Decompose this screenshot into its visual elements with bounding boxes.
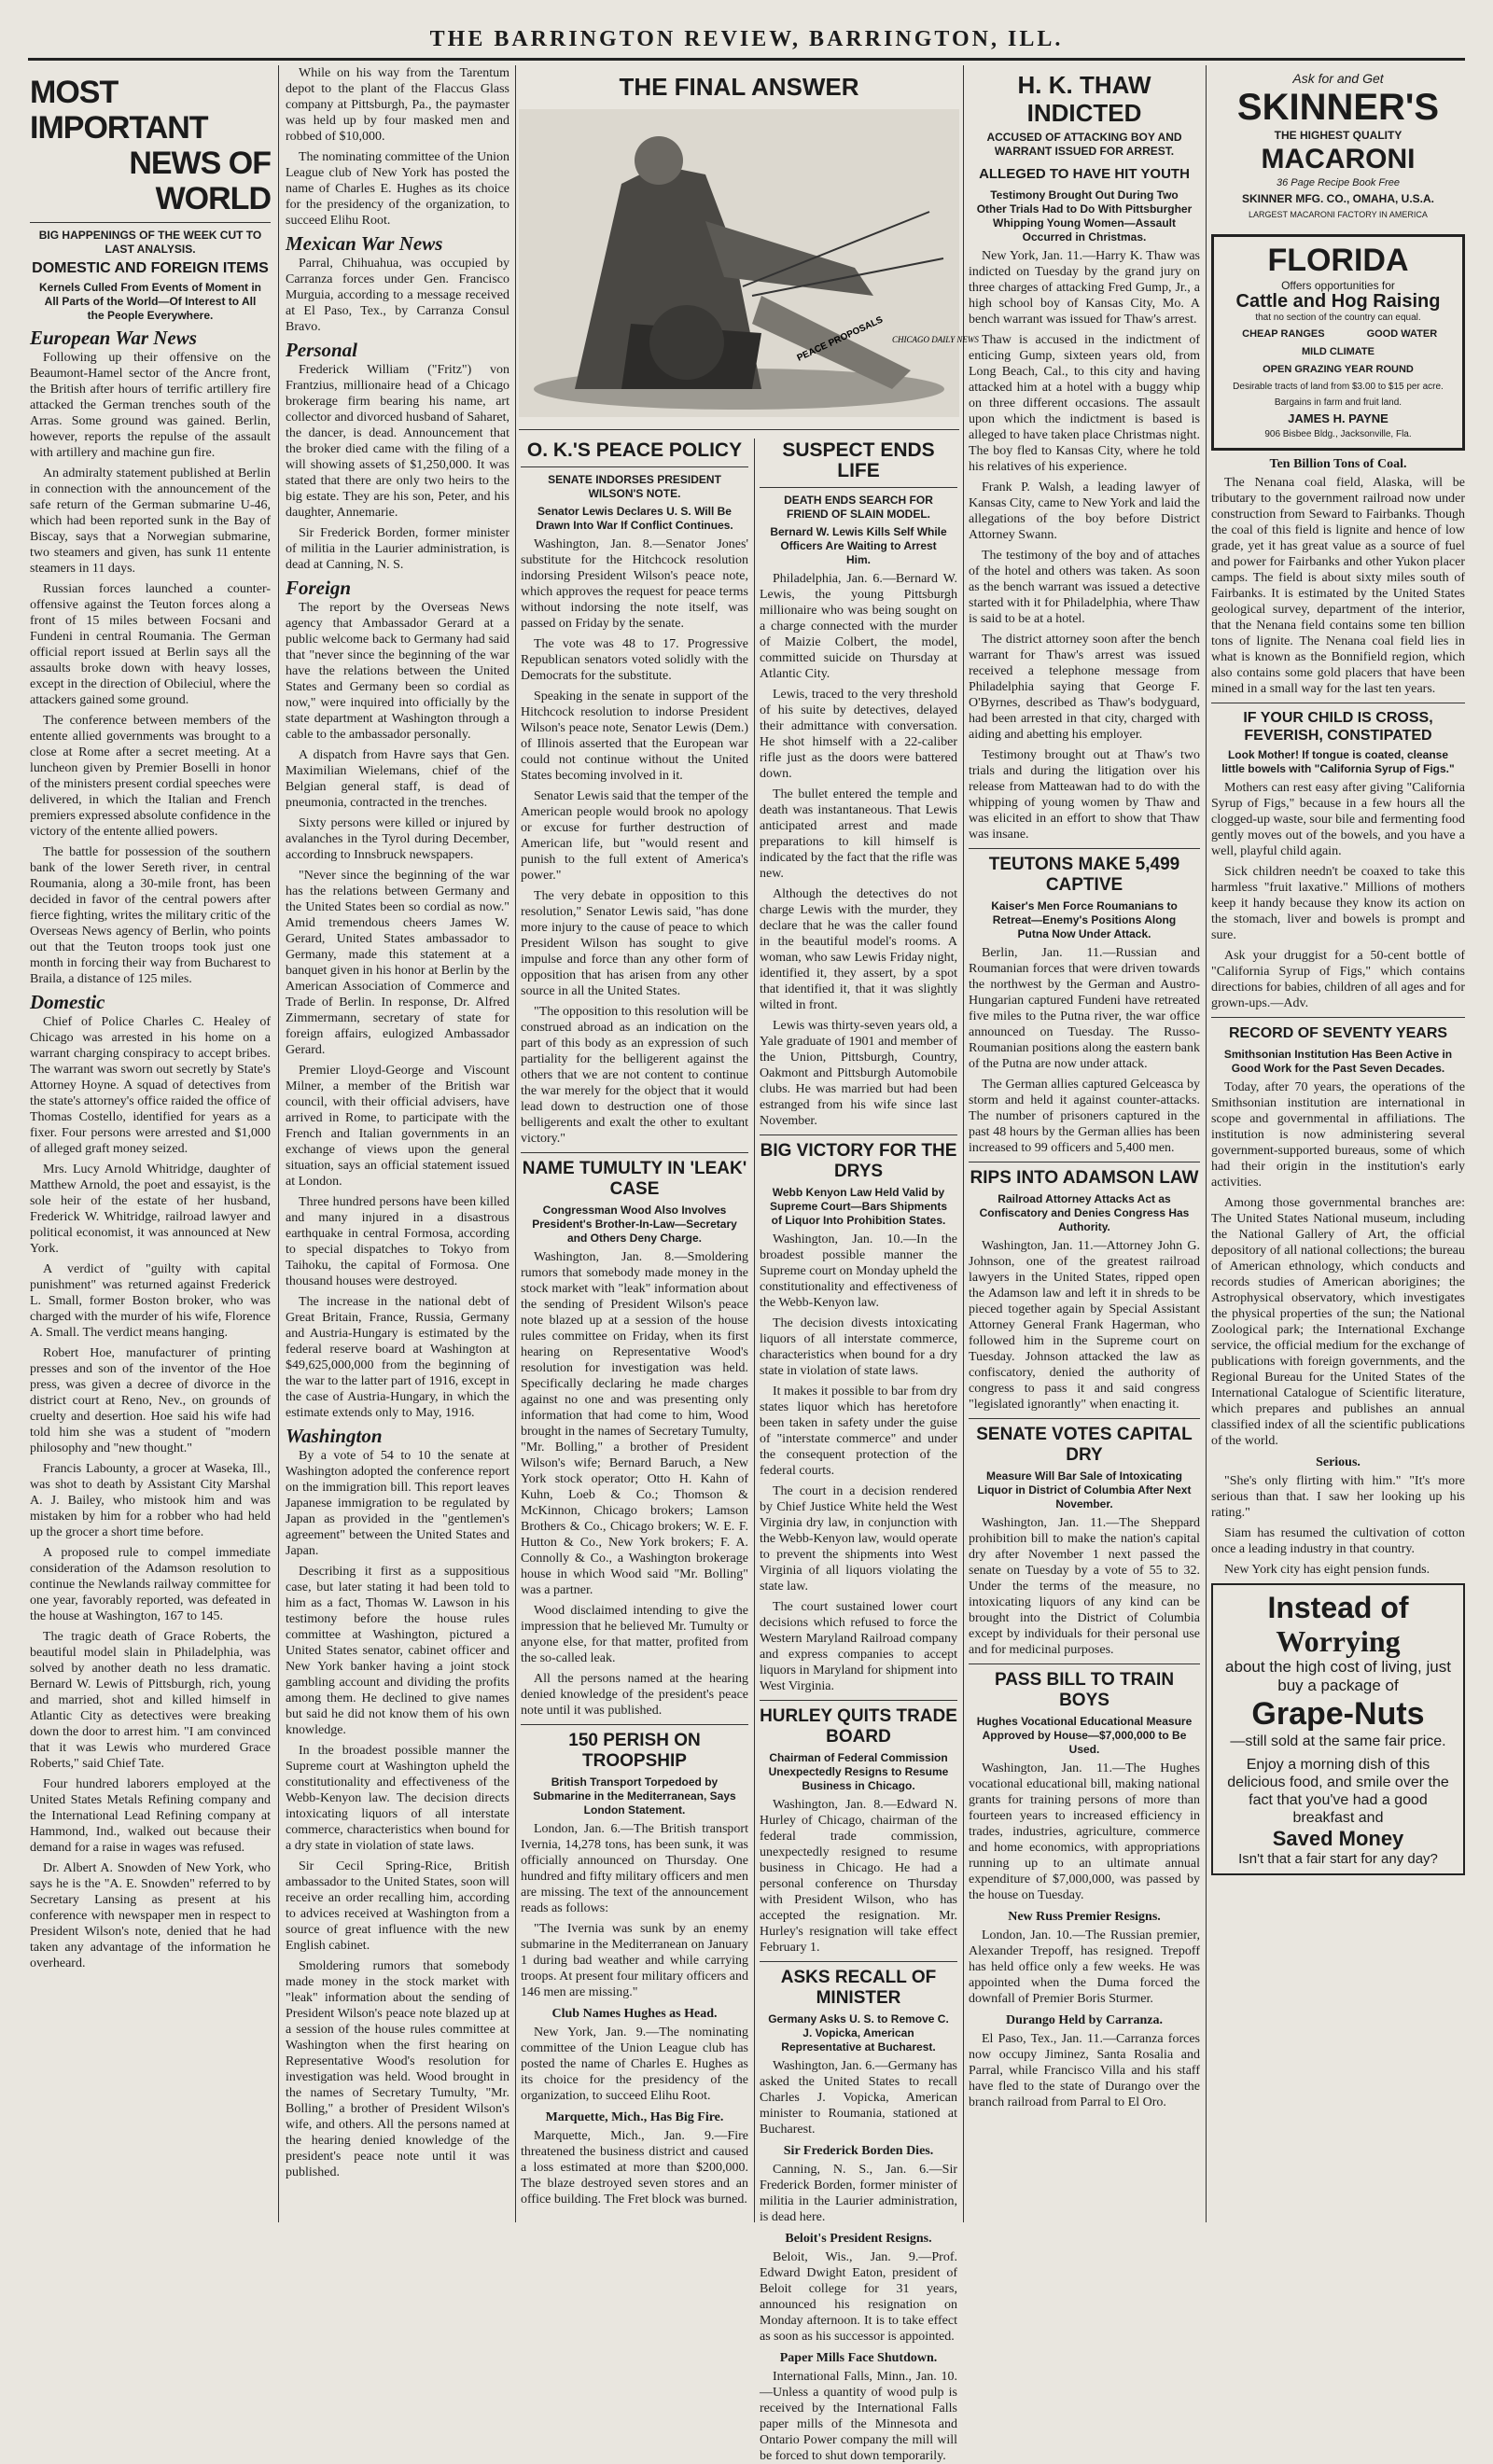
paragraph: Among those governmental branches are: The United States National museum, including the National Gallery of Art, the official depository of all national collections; the bureau of American ethnology, which conducts and records studies of American aborigines; the Astrophysical observatory, which investigates the physical properties of the sun; the National Zoological park; the International Exchange service, the official medium for the exchange of publications with foreign governments, and the Regional Bureau for the United States of the International Catalogue of Scientific literature, which prepares and publishes an annual classified index of all the scientific publications of the world. [1211,1196,1465,1448]
paragraph: The vote was 48 to 17. Progressive Republican senators voted solidly with the Democrats for the substitute. [521,637,748,683]
ad-text: Ask for and Get [1292,71,1384,86]
story-deck: British Transport Torpedoed by Submarine in the Mediterranean, Says London Statement. [533,1775,736,1817]
paragraph: London, Jan. 6.—The British transport Ivernia, 14,278 tons, has been sunk, it was officially announced on Thursday. One hundred and fifty military officers and men are missing. The text of the announcement reads as follows: [521,1822,748,1915]
paragraph: London, Jan. 10.—The Russian premier, Alexander Trepoff, has resigned. Trepoff has held office only a few weeks. He was appointed when the Duma forced the downfall of Premier Boris Sturmer. [969,1928,1200,2006]
paragraph: Siam has resumed the cultivation of cotton once a leading industry in that country. [1211,1526,1465,1556]
paragraph: Wood disclaimed intending to give the impression that he believed Mr. Tumulty or anyone else, for that matter, profited from the so-called leak. [521,1604,748,1665]
foreign-heading: Foreign [286,577,352,599]
paragraph: The Nenana coal field, Alaska, will be tributary to the government railroad now under construction from Seward to Fairbanks. Though the coal of this field is lignite and hence of low grade, yet it has great value as a source of fuel and power for Fairbanks and other Yukon placer camps. The field is about sixty miles south of Fairbanks. It is estimated by the United States geological survey, department of the interior, that the Nenana field contains some ten billion tons of lignite. The Nenana coal field lies in what is known as the Bonnifield region, which also contains some gold placers that have been mined in a small way for the last ten years. [1211,476,1465,696]
cartoon-title: THE FINAL ANSWER [619,73,859,101]
paragraph: Philadelphia, Jan. 6.—Bernard W. Lewis, the young Pittsburgh millionaire who was being sought on a charge connected with the murder of Maizie Colbert, the model, committed suicide on Thursday at Atlantic City. [760,572,957,681]
column-rule [1206,65,1207,2222]
section-deck: Kernels Culled From Events of Moment in All Parts of the World—Of Interest to All the People Everywhere. [38,281,262,322]
grape-nuts-ad [1211,1583,1465,1875]
masthead: THE BARRINGTON REVIEW, BARRINGTON, ILL. [28,21,1465,61]
ad-text: THE HIGHEST QUALITY [1274,129,1402,142]
ad-title: FLORIDA [1267,243,1409,278]
paragraph: Washington, Jan. 11.—The Sheppard prohibition bill to make the nation's capital dry after November 1 next passed the senate on Tuesday by a vote of 55 to 32. Under the terms of the measure, no intoxicating liquors of any kind can be brought into the District of Columbia except by individuals for their personal use and for medicinal purposes. [969,1516,1200,1657]
paragraph: Washington, Jan. 8.—Edward N. Hurley of Chicago, chairman of the federal trade commission, unexpectedly resigned to resume business in Chicago. He had a personal conference on Thursday with President Wilson, who has accepted the resignation. Mr. Hurley's resignation will take effect February 1. [760,1798,957,1955]
domestic-heading: Domestic [30,991,105,1013]
column-rule [754,439,755,2222]
washington-heading: Washington [286,1425,383,1447]
story-deck: Look Mother! If tongue is coated, cleanse little bowels with "California Syrup of Figs." [1221,748,1455,775]
column-rule [963,65,964,2222]
paragraph: The bullet entered the temple and death was instantaneous. That Lewis anticipated arrest and made preparations to kill himself is indicated by the fact that the rifle was new. [760,787,957,881]
paragraph: Four hundred laborers employed at the United States Metals Refining company and the International Lead Refining company at Hammond, Ind., walked out because their demand for a raise in wages was refused. [30,1777,271,1855]
mexican-war-heading: Mexican War News [286,232,443,255]
story-subheadline: ALLEGED TO HAVE HIT YOUTH [979,166,1190,182]
paragraph: Today, after 70 years, the operations of the Smithsonian institution are international in scope and governmental in affiliations. The institution is now administering several government-supported bureaus, some of which had their origin in the institution's early activities. [1211,1080,1465,1190]
story-deck: ACCUSED OF ATTACKING BOY AND WARRANT ISSUED FOR ARREST. [986,131,1182,158]
ad-text: LARGEST MACARONI FACTORY IN AMERICA [1249,210,1428,219]
ad-text: Isn't that a fair start for any day? [1238,1851,1438,1867]
ad-text: Enjoy a morning dish of this delicious food, and smile over the fact that you've had a good breakfast and [1227,1757,1449,1826]
column-rule [515,65,516,2222]
paragraph: The testimony of the boy and of attaches of the hotel and others was taken. As soon as the bench warrant was issued a detective started with it for Philadelphia, where Thaw is said to be at a hotel. [969,549,1200,626]
story-headline: RECORD OF SEVENTY YEARS [1228,1025,1448,1041]
ad-text: Offers opportunities for [1281,279,1395,292]
ad-text: JAMES H. PAYNE [1288,411,1388,425]
ad-text: that no section of the country can equal. [1255,313,1421,323]
column-1 [30,65,271,2222]
personal-heading: Personal [286,339,358,361]
ad-text: about the high cost of living, just buy a package of [1225,1658,1451,1694]
paragraph: Washington, Jan. 6.—Germany has asked the United States to recall Charles J. Vopicka, American minister to Roumania, stationed at Bucharest. [760,2059,957,2137]
story-subhead: Sir Frederick Borden Dies. [783,2144,934,2158]
ad-text: SKINNER MFG. CO., OMAHA, U.S.A. [1241,192,1434,205]
paragraph: By a vote of 54 to 10 the senate at Washington adopted the conference report on the immigration bill. This report leaves Japanese immigration to be regulated by Japan as provided in the "gentlemen's agreement" between the United States and Japan. [286,1449,509,1558]
paragraph: Premier Lloyd-George and Viscount Milner, a member of the British war council, with their official advisers, have arrived in Rome, to participate with the French and Italian governments in an exchange of views upon the general situation, says an official statement issued at London. [286,1064,509,1189]
paragraph: Sir Cecil Spring-Rice, British ambassador to the United States, soon will receive an order recalling him, according to advices received at Washington from a source of great influence with the new English cabinet. [286,1859,509,1953]
paragraph: In the broadest possible manner the Supreme court at Washington upheld the constitutionality and effectiveness of the Webb-Kenyon law. The decision directs intoxicating liquors of all interstate commerce, characteristics when bound for a dry state in violation of state laws. [286,1744,509,1853]
story-deck: Kaiser's Men Force Roumanians to Retreat—Enemy's Positions Along Putna Now Under Attack. [991,899,1178,940]
paragraph: "She's only flirting with him." "It's more serious than that. I saw her looking up his rating." [1211,1474,1465,1520]
story-headline: HURLEY QUITS TRADE BOARD [760,1706,957,1747]
story-headline: O. K.'S PEACE POLICY [526,439,743,461]
story-deck: Smithsonian Institution Has Been Active in Good Work for the Past Seven Decades. [1223,1048,1453,1075]
european-war-heading: European War News [30,327,197,349]
story-deck: Bernard W. Lewis Kills Self While Officers Are Waiting to Arrest Him. [770,525,947,566]
story-deck: Germany Asks U. S. to Remove C. J. Vopicka, American Representative at Bucharest. [768,2012,949,2053]
column-5 [969,65,1200,2222]
paragraph: The conference between members of the entente allied governments was brought to a close at Rome after a secret meeting. At a luncheon given by Premier Boselli in honor of the ministers present cordial speeches were delivered, in which the Italian and French premiers expressed absolute confidence in the victory of the entente allied powers. [30,714,271,839]
story-headline: BIG VICTORY FOR THE DRYS [760,1141,957,1181]
paragraph: Three hundred persons have been killed and many injured in a disastrous earthquake in central Formosa, according to special dispatches to Tokyo from Taihoku, the capital of Formosa. One thousand houses were destroyed. [286,1195,509,1288]
paragraph: Describing it first as a suppositious case, but later stating it had been told to him as a fact, Thomas W. Lawson in his testimony before the house rules committee at Washington, pictured a United States senator, cabinet officer and New York banker having a joint stock gambling account and dividing the profits among them. He declined to give names but said he did not know them of his own knowledge. [286,1565,509,1737]
paragraph: Frank P. Walsh, a leading lawyer of Kansas City, came to New York and laid the allegations of the boy before District Attorney Swann. [969,480,1200,542]
story-headline: ASKS RECALL OF MINISTER [780,1968,937,2008]
paragraph: El Paso, Tex., Jan. 11.—Carranza forces now occupy Jiminez, Santa Rosalia and Parral, while Francisco Villa and his staff have fled to the state of Durango over the branch railroad from Parral to El Oro. [969,2032,1200,2109]
paragraph: While on his way from the Tarentum depot to the plant of the Flaccus Glass company at Pittsburgh, Pa., the paymaster was held up by four masked men and robbed of $10,000. [286,66,509,144]
paragraph: Washington, Jan. 8.—Senator Jones' substitute for the Hitchcock resolution indorsing President Wilson's peace note, which approves the request for peace terms without indorsing the note itself, was passed on Friday by the senate. [521,537,748,631]
paragraph: Senator Lewis said that the temper of the American people would brook no apology or excuse for further destruction of American life, but "would resent and punish to the full extent of America's power." [521,789,748,883]
paragraph: The very debate in opposition to this resolution," Senator Lewis said, "has done more injury to the cause of peace to which President Wilson has sought to give impulse and force than any other form of opposition that has arisen from any other source in all the United States. [521,889,748,998]
story-deck: Hughes Vocational Educational Measure Approved by House—$7,000,000 to Be Used. [976,1715,1193,1756]
paragraph: Dr. Albert A. Snowden of New York, who says he is the "A. E. Snowden" referred to by Secretary Lansing as present at his conference with newspaper men in respect to President Wilson's note, denied that he had taken any advantage of the information he overheard. [30,1861,271,1970]
ad-brand: Grape-Nuts [1251,1696,1425,1732]
story-deck: Webb Kenyon Law Held Valid by Supreme Court—Bars Shipments of Liquor Into Prohibition States. [769,1186,948,1227]
paragraph: An admiralty statement published at Berlin in connection with the announcement of the safe return of the German submarine U-46, which had been reported sunk in the Bay of Biscay, says that a Norwegian submarine, two steamers and given, has sunk 11 entente steamers in 11 days. [30,466,271,576]
story-subhead: Club Names Hughes as Head. [551,2007,718,2021]
paragraph: It makes it possible to bar from dry states liquor which has heretofore been taken in safety under the guise of "interstate commerce" and under the consequent protection of the federal courts. [760,1385,957,1478]
ad-title: Worrying [1276,1624,1401,1658]
paragraph: Testimony brought out at Thaw's two trials and during the litigation over his release from Matteawan had to do with the whipping of young women by Thaw and was elicited in an effort to show that Thaw was insane. [969,748,1200,842]
story-headline: PASS BILL TO TRAIN BOYS [994,1670,1175,1710]
column-2 [286,65,509,2222]
story-headline: SUSPECT ENDS LIFE [782,439,935,481]
section-heading: DOMESTIC AND FOREIGN ITEMS [32,260,269,276]
paragraph: New York city has eight pension funds. [1224,1563,1430,1577]
story-subhead: Durango Held by Carranza. [1006,2013,1163,2027]
paragraph: Washington, Jan. 11.—The Hughes vocational educational bill, making national grants for training persons of more than fourteen years to increased efficiency in trades, industries, agriculture, commerce and home economics, with appropriations running up to an ultimate annual expenditure of $7,000,000, was passed by the house on Tuesday. [969,1761,1200,1902]
cartoon-label: PEACE PROPOSALS [795,314,885,364]
paragraph: The battle for possession of the southern bank of the lower Sereth river, in central Roumania, along a 30-mile front, has been decided in favor of the central powers after fierce fighting, writes the military critic of the Overseas News agency of Berlin, who points out that the Teuton troops took just one month in forcing their way from Bucharest to Braila, a distance of 125 miles. [30,845,271,986]
paragraph: The nominating committee of the Union League club of New York has posted the name of Charles E. Hughes as its choice for the presidency of the organization, to succeed Elihu Root. [286,150,509,228]
story-deck: Chairman of Federal Commission Unexpectedly Resigns to Resume Business in Chicago. [768,1751,949,1792]
florida-land-ad [1211,234,1465,451]
paragraph: The increase in the national debt of Great Britain, France, Russia, Germany and Austria-Hungary is estimated by the federal reserve board at Washington at $49,625,000,000 from the beginning of the war to the latter part of 1916, except in the case of Austria-Hungary, in which the estimate extends only to May, 1916. [286,1295,509,1420]
paragraph: Sick children needn't be coaxed to take this harmless "fruit laxative." Millions of mothers keep it handy because they know its action on the stomach, liver and bowels is prompt and sure. [1211,865,1465,942]
paragraph: Francis Labounty, a grocer at Waseka, Ill., was shot to death by Assistant City Marshal A. J. Bailey, who mistook him and was mistaken by him for a robber who had held up the grocer a short time before. [30,1462,271,1539]
paragraph: Lewis, traced to the very threshold of his suite by detectives, delayed their admittance with conversation. He shot himself with a 22-caliber rifle just as the doors were battered down. [760,688,957,781]
story-headline: SENATE VOTES CAPITAL DRY [976,1425,1193,1465]
paragraph: Sixty persons were killed or injured by avalanches in the Tyrol during December, according to Innsbruck newspapers. [286,816,509,862]
story-deck: Railroad Attorney Attacks Act as Confiscatory and Denies Congress Has Authority. [979,1192,1190,1233]
paragraph: The district attorney soon after the bench warrant for Thaw's arrest was issued received a telephone message from Philadelphia saying that George F. O'Byrnes, described as Thaw's bodyguard, had been arrested in that city, charged with aiding and abetting his employer. [969,633,1200,742]
story-subhead: New Russ Premier Resigns. [1008,1910,1161,1924]
ad-title: Instead of [1267,1591,1409,1624]
paragraph: Canning, N. S., Jan. 6.—Sir Frederick Borden, former minister of militia in the Laurier administration, is dead here. [760,2163,957,2224]
paragraph: New York, Jan. 11.—Harry K. Thaw was indicted on Tuesday by the grand jury on three charges of attacking Fred Gump, Jr., a high school boy of Kansas City, Mo. A bench warrant was issued for Thaw's arrest. [969,249,1200,327]
paragraph: Ask your druggist for a 50-cent bottle of "California Syrup of Figs," which contains directions for babies, children of all ages and for grown-ups.—Adv. [1211,949,1465,1010]
paragraph: All the persons named at the hearing denied knowledge of the president's peace note until it was published. [521,1672,748,1718]
paragraph: "Never since the beginning of the war has the relations between Germany and the United States been so cordial as now." Amid tremendous cheers James W. Gerard, United States ambassador to Germany, made this statement at a banquet given in his honor at Berlin by the American Association of Commerce and Trade of Berlin. In response, Dr. Alfred Zimmermann, secretary of state for foreign affairs, eulogized Ambassador Gerard. [286,869,509,1057]
paragraph: The tragic death of Grace Roberts, the beautiful model slain in Philadelphia, was solved by another death no less dramatic. Bernard W. Lewis of Pittsburgh, rich, young and married, shot and killed himself in Atlantic City as detectives were breaking down the door to arrest him. "I am convinced that it was Lewis who murdered Grace Roberts," said Chief Tate. [30,1630,271,1771]
paragraph: Smoldering rumors that somebody made money in the stock market with "leak" information about the sending of President Wilson's peace note blazed up at a session of the house rules committee at Washington when the first hearing on Representative Wood's resolution for investigation was held. Wood brought in the names of Secretary Tumulty, "Mr. Bolling," a brother of President Wilson's wife, and others. All the persons named at the hearing denied knowledge of the president's peace note until it was published. [286,1959,509,2179]
story-deck: Testimony Brought Out During Two Other Trials Had to Do With Pittsburgher Whipping Young Women—Assault Occurred in Christmas. [976,188,1193,244]
paragraph: Washington, Jan. 11.—Attorney John G. Johnson, one of the greatest railroad lawyers in the United States, ripped open the Adamson law and left it in shreds to be pieced together again by Special Assistant Attorney General Frank Hagerman, who followed him in the Supreme court on Tuesday. Johnson attacked the law as confiscatory, denied the authority of congress to pass it and said congress "legislated ignorantly" when enacting it. [969,1239,1200,1412]
story-subhead: Beloit's President Resigns. [785,2232,932,2246]
paragraph: Sir Frederick Borden, former minister of militia in the Laurier administration, is dead at Canning, N. S. [286,526,509,572]
paragraph: Washington, Jan. 10.—In the broadest possible manner the Supreme court on Monday upheld the constitutionality and effectiveness of the Webb-Kenyon law. [760,1232,957,1310]
skinner-macaroni-ad [1211,71,1465,229]
paragraph: Marquette, Mich., Jan. 9.—Fire threatened the business district and caused a loss estimated at more than $200,000. The blaze destroyed seven stores and an office building. The Fret block was burned. [521,2129,748,2206]
paragraph: Robert Hoe, manufacturer of printing presses and son of the inventor of the Hoe press, was given a decree of divorce in the district court at Reno, Nev., on grounds of cruelty and desertion. Hoe said his wife had told him she was a student of "modern philosophy and "new thought." [30,1346,271,1455]
headline-news-of-world: NEWS OF WORLD [129,146,271,216]
ad-text: —still sold at the same fair price. [1230,1733,1446,1749]
paragraph: A verdict of "guilty with capital punishment" was returned against Frederick L. Small, former Boston broker, who was charged with the murder of his wife, Florence A. Small. The verdict means hanging. [30,1262,271,1340]
paragraph: Berlin, Jan. 11.—Russian and Roumanian forces that were driven towards the northwest by the German and Austro-Hungarian captured Fundeni have retreated five miles to the Putna river, the war office announced on Tuesday. The Russo-Roumanian positions along the eastern bank of the Putna are now under attack. [969,946,1200,1071]
paragraph: Although the detectives do not charge Lewis with the murder, they declare that he was the caller found in the beautiful model's rooms. A woman, who saw Lewis Friday night, identified it, they assert, by a spot that identified it, that it was slightly wilted in front. [760,887,957,1012]
column-rule [278,65,279,2222]
ad-text: 906 Bisbee Bldg., Jacksonville, Fla. [1264,429,1412,439]
story-deck: Senator Lewis Declares U. S. Will Be Drawn Into War If Conflict Continues. [536,505,733,532]
story-subhead: Marquette, Mich., Has Big Fire. [545,2110,724,2124]
story-headline: NAME TUMULTY IN 'LEAK' CASE [522,1159,747,1199]
paragraph: Frederick William ("Fritz") von Frantzius, millionaire head of a Chicago brokerage firm bearing his name, art collector and divorced husband of Saharet, the dancer, is dead. Announcement that the broker died came with the filing of a will showing assets of $1,250,000. It was stated that there are only two heirs to the big estate. They are his son, Peter, and his daughter, Annemarie. [286,363,509,520]
paragraph: Parral, Chihuahua, was occupied by Carranza forces under Gen. Francisco Murguia, according to a message received at El Paso, Tex., by Carranza Consul Bravo. [286,257,509,334]
story-deck: DEATH ENDS SEARCH FOR FRIEND OF SLAIN MODEL. [784,494,933,521]
story-headline: IF YOUR CHILD IS CROSS, FEVERISH, CONSTIPATED [1243,710,1433,744]
story-subhead: Paper Mills Face Shutdown. [779,2351,938,2365]
column-6 [1211,65,1465,2222]
column-4 [760,435,957,2463]
paragraph: The court in a decision rendered by Chief Justice White held the West Virginia dry law, in conjunction with the Webb-Kenyon law, would operate to prevent the shipments into West Virginia of all liquors violating the state law. [760,1484,957,1594]
paragraph: Mothers can rest easy after giving "California Syrup of Figs," because in a few hours all the clogged-up waste, sour bile and fermenting food gently moves out of the bowels, and you have a well, playful child again. [1211,781,1465,858]
story-headline: TEUTONS MAKE 5,499 CAPTIVE [988,855,1180,895]
story-headline: 150 PERISH ON TROOPSHIP [568,1731,701,1771]
column-3 [521,435,748,2222]
ad-product: MACARONI [1261,144,1416,174]
editorial-cartoon [519,65,979,430]
ad-heading: Cattle and Hog Raising [1235,291,1441,312]
story-deck: Congressman Wood Also Involves President's Brother-In-Law—Secretary and Others Deny Charge. [532,1204,737,1245]
paragraph: Speaking in the senate in support of the Hitchcock resolution to indorse President Wilson's peace note, Senator Lewis (Dem.) of Illinois asserted that the European war could not continue without the United States becoming involved in it. [521,689,748,783]
story-headline: H. K. THAW INDICTED [1017,71,1151,127]
paragraph: Russian forces launched a counter-offensive against the Teuton forces along a front of 15 miles between Focsani and Fundeni in central Roumania. The German official report issued at Berlin says all the assaults broke down with heavy losses, except in the direction of Obileciul, where the attackers gained some ground. [30,582,271,707]
ad-text: Desirable tracts of land from $3.00 to $15 per acre. Bargains in farm and fruit land. [1233,382,1444,408]
ad-features: CHEAP RANGES GOOD WATER MILD CLIMATE OPEN GRAZING YEAR ROUND [1242,328,1438,375]
ad-brand: SKINNER'S [1236,87,1440,128]
paragraph: "The opposition to this resolution will be construed abroad as an indication on the part of this body as an expression of such partiality for the belligerent against the others that we are not content to continue the war merely for the object that it would lead down to destruction one of those belligerents and exalt the other to exultant victory." [521,1005,748,1146]
european-war-body [30,350,271,987]
story-subhead: Ten Billion Tons of Coal. [1269,457,1407,471]
headline-deck: BIG HAPPENINGS OF THE WEEK CUT TO LAST ANALYSIS. [38,229,262,256]
story-deck: SENATE INDORSES PRESIDENT WILSON'S NOTE. [548,473,721,500]
ad-text: 36 Page Recipe Book Free [1276,177,1401,188]
story-subhead: Serious. [1316,1455,1360,1469]
paragraph: International Falls, Minn., Jan. 10.—Unless a quantity of wood pulp is received by the International Falls paper mills of the Minnesota and Ontario Power company the mill will be forced to shut down temporarily. [760,2370,957,2463]
paragraph: Beloit, Wis., Jan. 9.—Prof. Edward Dwight Eaton, president of Beloit college for 31 years, announced his resignation on Monday afternoon. It is to take effect as soon as his successor is appointed. [760,2250,957,2344]
paragraph: A dispatch from Havre says that Gen. Maximilian Wielemans, chief of the Belgian general staff, is dead of pneumonia, contracted in the trenches. [286,748,509,810]
paragraph: Washington, Jan. 8.—Smoldering rumors that somebody made money in the stock market with "leak" information about the sending of President Wilson's peace note blazed up at a session of the house rules committee on Friday, when its first hearing on Representative Wood's resolution for investigation was held. Specifically declaring he made charges against no one and was presenting only information that had come to him, Wood brought in the names of Secretary Tumulty, "Mr. Bolling," a brother of President Wilson's wife; Bernard Baruch, a New York stock operator; Otto H. Kahn of Kuhn, Loeb & Co.; Thomson & McKinnon, Chicago brokers; Lamson Brothers & Co., Chicago brokers; W. E. F. Hutton & Co., New York brokers; F. A. Connolly & Co., a Washington brokerage house in which Wood said "Mr. Bolling" was a partner. [521,1250,748,1597]
paragraph: New York, Jan. 9.—The nominating committee of the Union League club has posted the name of Charles E. Hughes as its choice for the presidency of the organization, to succeed Elihu Root. [521,2025,748,2103]
headline-most-important: MOST IMPORTANT [30,75,208,146]
cartoon-credit: CHICAGO DAILY NEWS [892,335,979,344]
story-headline: RIPS INTO ADAMSON LAW [970,1168,1199,1188]
paragraph: "The Ivernia was sunk by an enemy submarine in the Mediterranean on January 1 during bad weather and while carrying troops. At present four military officers and 146 men are missing." [521,1922,748,1999]
paragraph: The decision divests intoxicating liquors of all interstate commerce, characteristics when bound for a dry state in violation of state laws. [760,1316,957,1378]
paragraph: The court sustained lower court decisions which refused to force the Western Maryland Railroad company and express companies to accept liquors in Maryland for shipment into West Virginia. [760,1600,957,1693]
paragraph: Mrs. Lucy Arnold Whitridge, daughter of Matthew Arnold, the poet and essayist, is the sole heir of the estate of her husband, Frederick W. Whitridge, railroad lawyer and political economist, it was announced at New York. [30,1162,271,1256]
paragraph: The report by the Overseas News agency that Ambassador Gerard at a public welcome back to Germany had said that "never since the beginning of the war have the relations between the United States and Germany been so cordial as now," were inquired into officially by the state department at Washington through a cable to the ambassador personally. [286,601,509,742]
paragraph: A proposed rule to compel immediate consideration of the Adamson resolution to continue the Newlands railway committee for one year, favorably reported, was defeated in the house at Washington, 167 to 145. [30,1546,271,1623]
paragraph: Following up their offensive on the Beaumont-Hamel sector of the Ancre front, the British after hours of terrific artillery fire attacked the German trenches south of the Arras. Some ground was gained. Berlin, however, reports the repulse of the assault with artillery and machine gun fire. [30,351,271,460]
paragraph: Thaw is accused in the indictment of enticing Gump, sixteen years old, from Long Beach, Cal., to this city and having attacked him at a hotel with a buggy whip on three different occasions. The assault upon which the indictment is based is alleged to have taken place Christmas night. The boy fled to Kansas City, where he told his relatives of his experience. [969,333,1200,474]
cartoon-illustration [519,109,979,417]
domestic-body [30,1014,271,1971]
paragraph: Lewis was thirty-seven years old, a Yale graduate of 1901 and member of the Union, Pittsburgh, Country, Oakmont and Pittsburgh Automobile clubs. He was married but had been estranged from his wife since last November. [760,1019,957,1128]
paragraph: Chief of Police Charles C. Healey of Chicago was arrested in his home on a warrant charging conspiracy to accept bribes. The warrant was sworn out secretly by State's Attorney Hoyne. A squad of detectives from the state's attorney's office raided the office of Thomas Costello, identified for years as a fixer. Four persons were arrested and $1,000 of alleged graft money seized. [30,1015,271,1156]
ad-text: Saved Money [1272,1827,1404,1850]
story-deck: Measure Will Bar Sale of Intoxicating Liquor in District of Columbia After Next November. [977,1469,1192,1510]
paragraph: The German allies captured Gelceasca by storm and held it against counter-attacks. The number of prisoners captured in the past 48 hours by the German allies has been increased to 99 officers and 5,400 men. [969,1078,1200,1155]
